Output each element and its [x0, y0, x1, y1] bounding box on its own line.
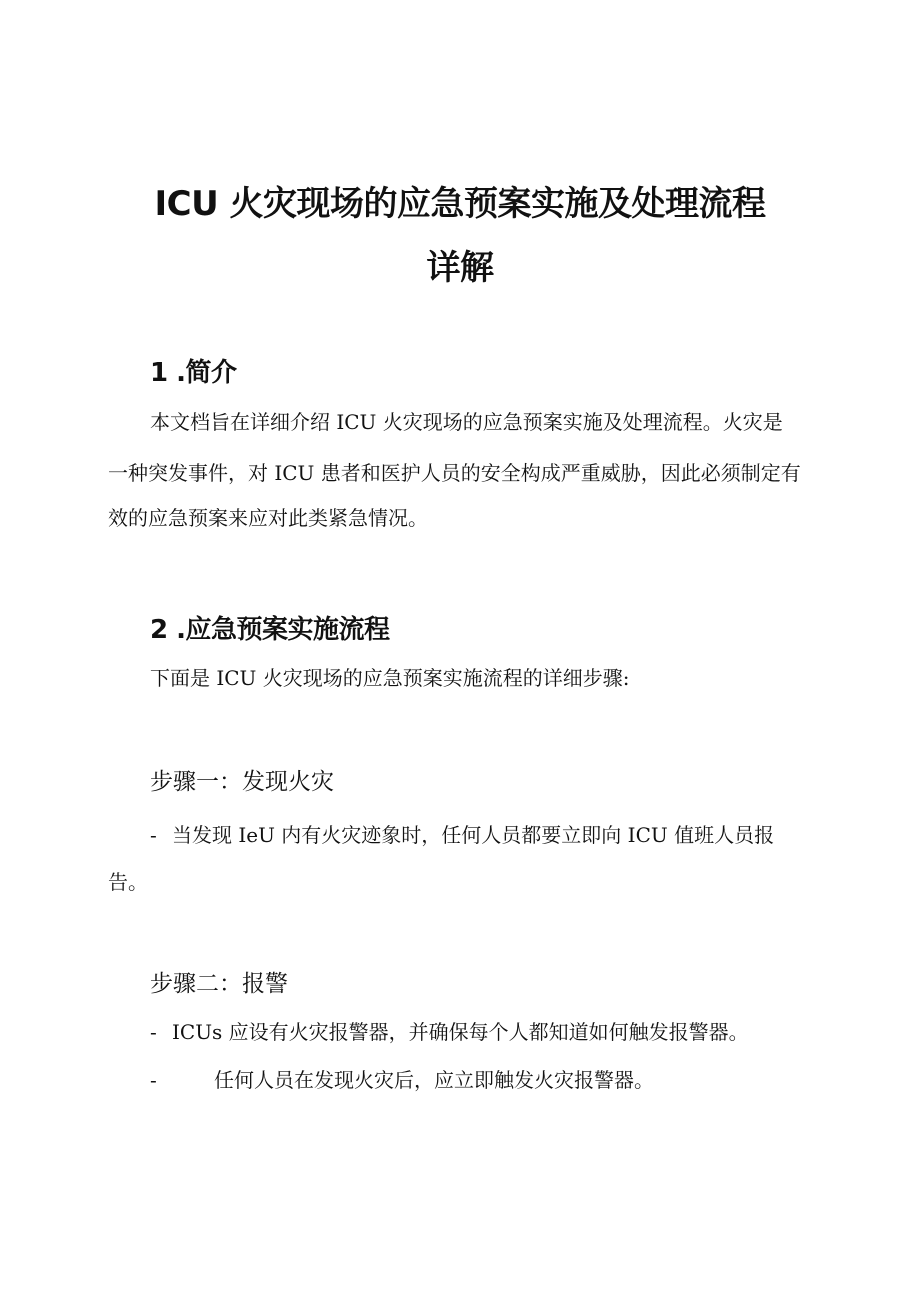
- step-2-item-2-text: 任何人员在发现火灾后，应立即触发火灾报警器。: [214, 1068, 654, 1092]
- section-heading-intro: 1 .简介: [150, 358, 237, 388]
- step-2-item-2: [150, 1064, 654, 1093]
- step-2-heading: 步骤二：报警: [150, 971, 288, 997]
- section-heading-plan-flow: 2 .应急预案实施流程: [150, 615, 390, 645]
- step-1-heading: 步骤一：发现火灾: [150, 769, 334, 795]
- step-1-item-1-text: 当发现 IeU 内有火灾迹象时，任何人员都要立即向 ICU 值班人员报: [172, 823, 775, 847]
- step-2-item-1: [150, 1016, 749, 1045]
- dash-marker: -: [150, 823, 157, 847]
- step-2-item-1-text: ICUs 应设有火灾报警器，并确保每个人都知道如何触发报警器。: [172, 1020, 749, 1044]
- intro-paragraph-line-2: 一种突发事件，对 ICU 患者和医护人员的安全构成严重威胁，因此必须制定有: [108, 461, 801, 485]
- intro-paragraph-line-1: 本文档旨在详细介绍 ICU 火灾现场的应急预案实施及处理流程。火灾是: [150, 410, 783, 434]
- plan-flow-intro: 下面是 ICU 火灾现场的应急预案实施流程的详细步骤:: [150, 666, 630, 690]
- document-title-line-1: ICU 火灾现场的应急预案实施及处理流程: [154, 184, 766, 224]
- intro-paragraph-line-3: 效的应急预案来应对此类紧急情况。: [108, 506, 428, 530]
- step-1-item-1-line-1: [150, 819, 774, 848]
- dash-marker: -: [150, 1020, 157, 1044]
- document-title-line-2: 详解: [426, 248, 494, 288]
- dash-marker: -: [150, 1068, 157, 1092]
- step-1-item-1-line-2: 告。: [108, 870, 148, 894]
